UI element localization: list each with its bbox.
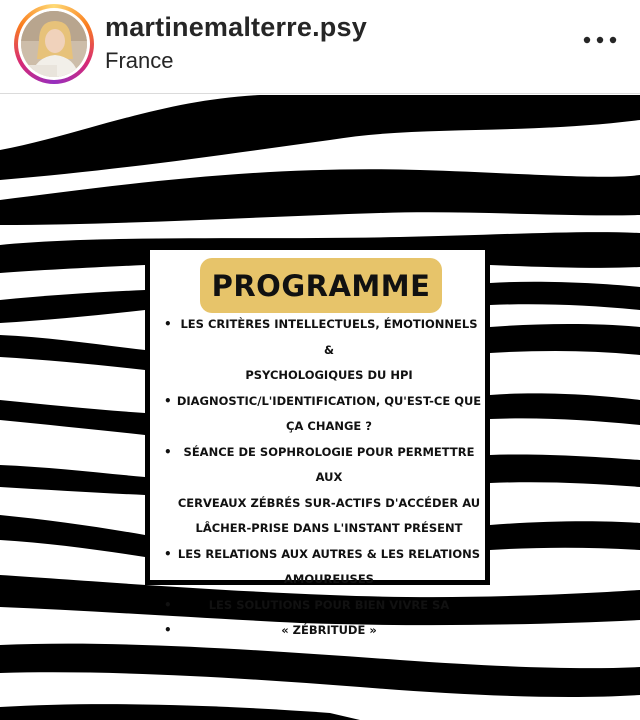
post-header	[0, 0, 640, 94]
avatar[interactable]	[14, 4, 94, 84]
location-link[interactable]: France	[105, 48, 174, 73]
username-link[interactable]: martinemalterre.psy	[105, 12, 367, 42]
list-item-line: DIAGNOSTIC/L'IDENTIFICATION, QU'EST-CE QUE	[176, 393, 482, 408]
list-item	[154, 593, 482, 619]
profile-photo-image	[21, 11, 87, 77]
list-item-line: LES RELATIONS AUX AUTRES & LES RELATIONS	[177, 546, 481, 561]
list-item-line: SÉANCE DE SOPHROLOGIE POUR PERMETTRE AUX	[183, 444, 475, 484]
list-item-line: LÂCHER-PRISE DANS L'INSTANT PRÉSENT	[195, 521, 463, 535]
list-item-line: ÇA CHANGE ?	[286, 419, 372, 433]
list-item-line: CERVEAUX ZÉBRÉS SUR-ACTIFS D'ACCÉDER AU	[177, 495, 481, 510]
list-item	[154, 618, 482, 644]
list-item-line: AMOUREUSES	[284, 572, 374, 586]
bullet-icon: •	[164, 546, 172, 561]
bullet-icon: •	[164, 393, 172, 408]
list-item-line: « ZÉBRITUDE »	[281, 623, 377, 637]
avatar-border	[18, 8, 90, 80]
programme-title-box	[200, 258, 442, 313]
list-item	[154, 389, 482, 440]
programme-list	[154, 312, 482, 644]
post-image[interactable]	[0, 95, 640, 720]
bullet-icon: •	[164, 444, 172, 459]
list-item-line: LES CRITÈRES INTELLECTUELS, ÉMOTIONNELS &	[180, 317, 478, 357]
programme-card	[145, 245, 490, 637]
list-item	[154, 440, 482, 542]
more-options-icon[interactable]	[578, 22, 622, 58]
bullet-icon: •	[164, 623, 172, 637]
bullet-icon: •	[164, 597, 172, 612]
bullet-icon: •	[164, 317, 172, 331]
list-item-line: PSYCHOLOGIQUES DU HPI	[245, 368, 413, 382]
list-item-line: LES SOLUTIONS POUR BIEN VIVRE SA	[208, 597, 450, 612]
programme-title: PROGRAMME	[211, 268, 431, 303]
list-item	[154, 542, 482, 593]
list-item	[154, 312, 482, 389]
avatar-photo	[21, 11, 87, 77]
